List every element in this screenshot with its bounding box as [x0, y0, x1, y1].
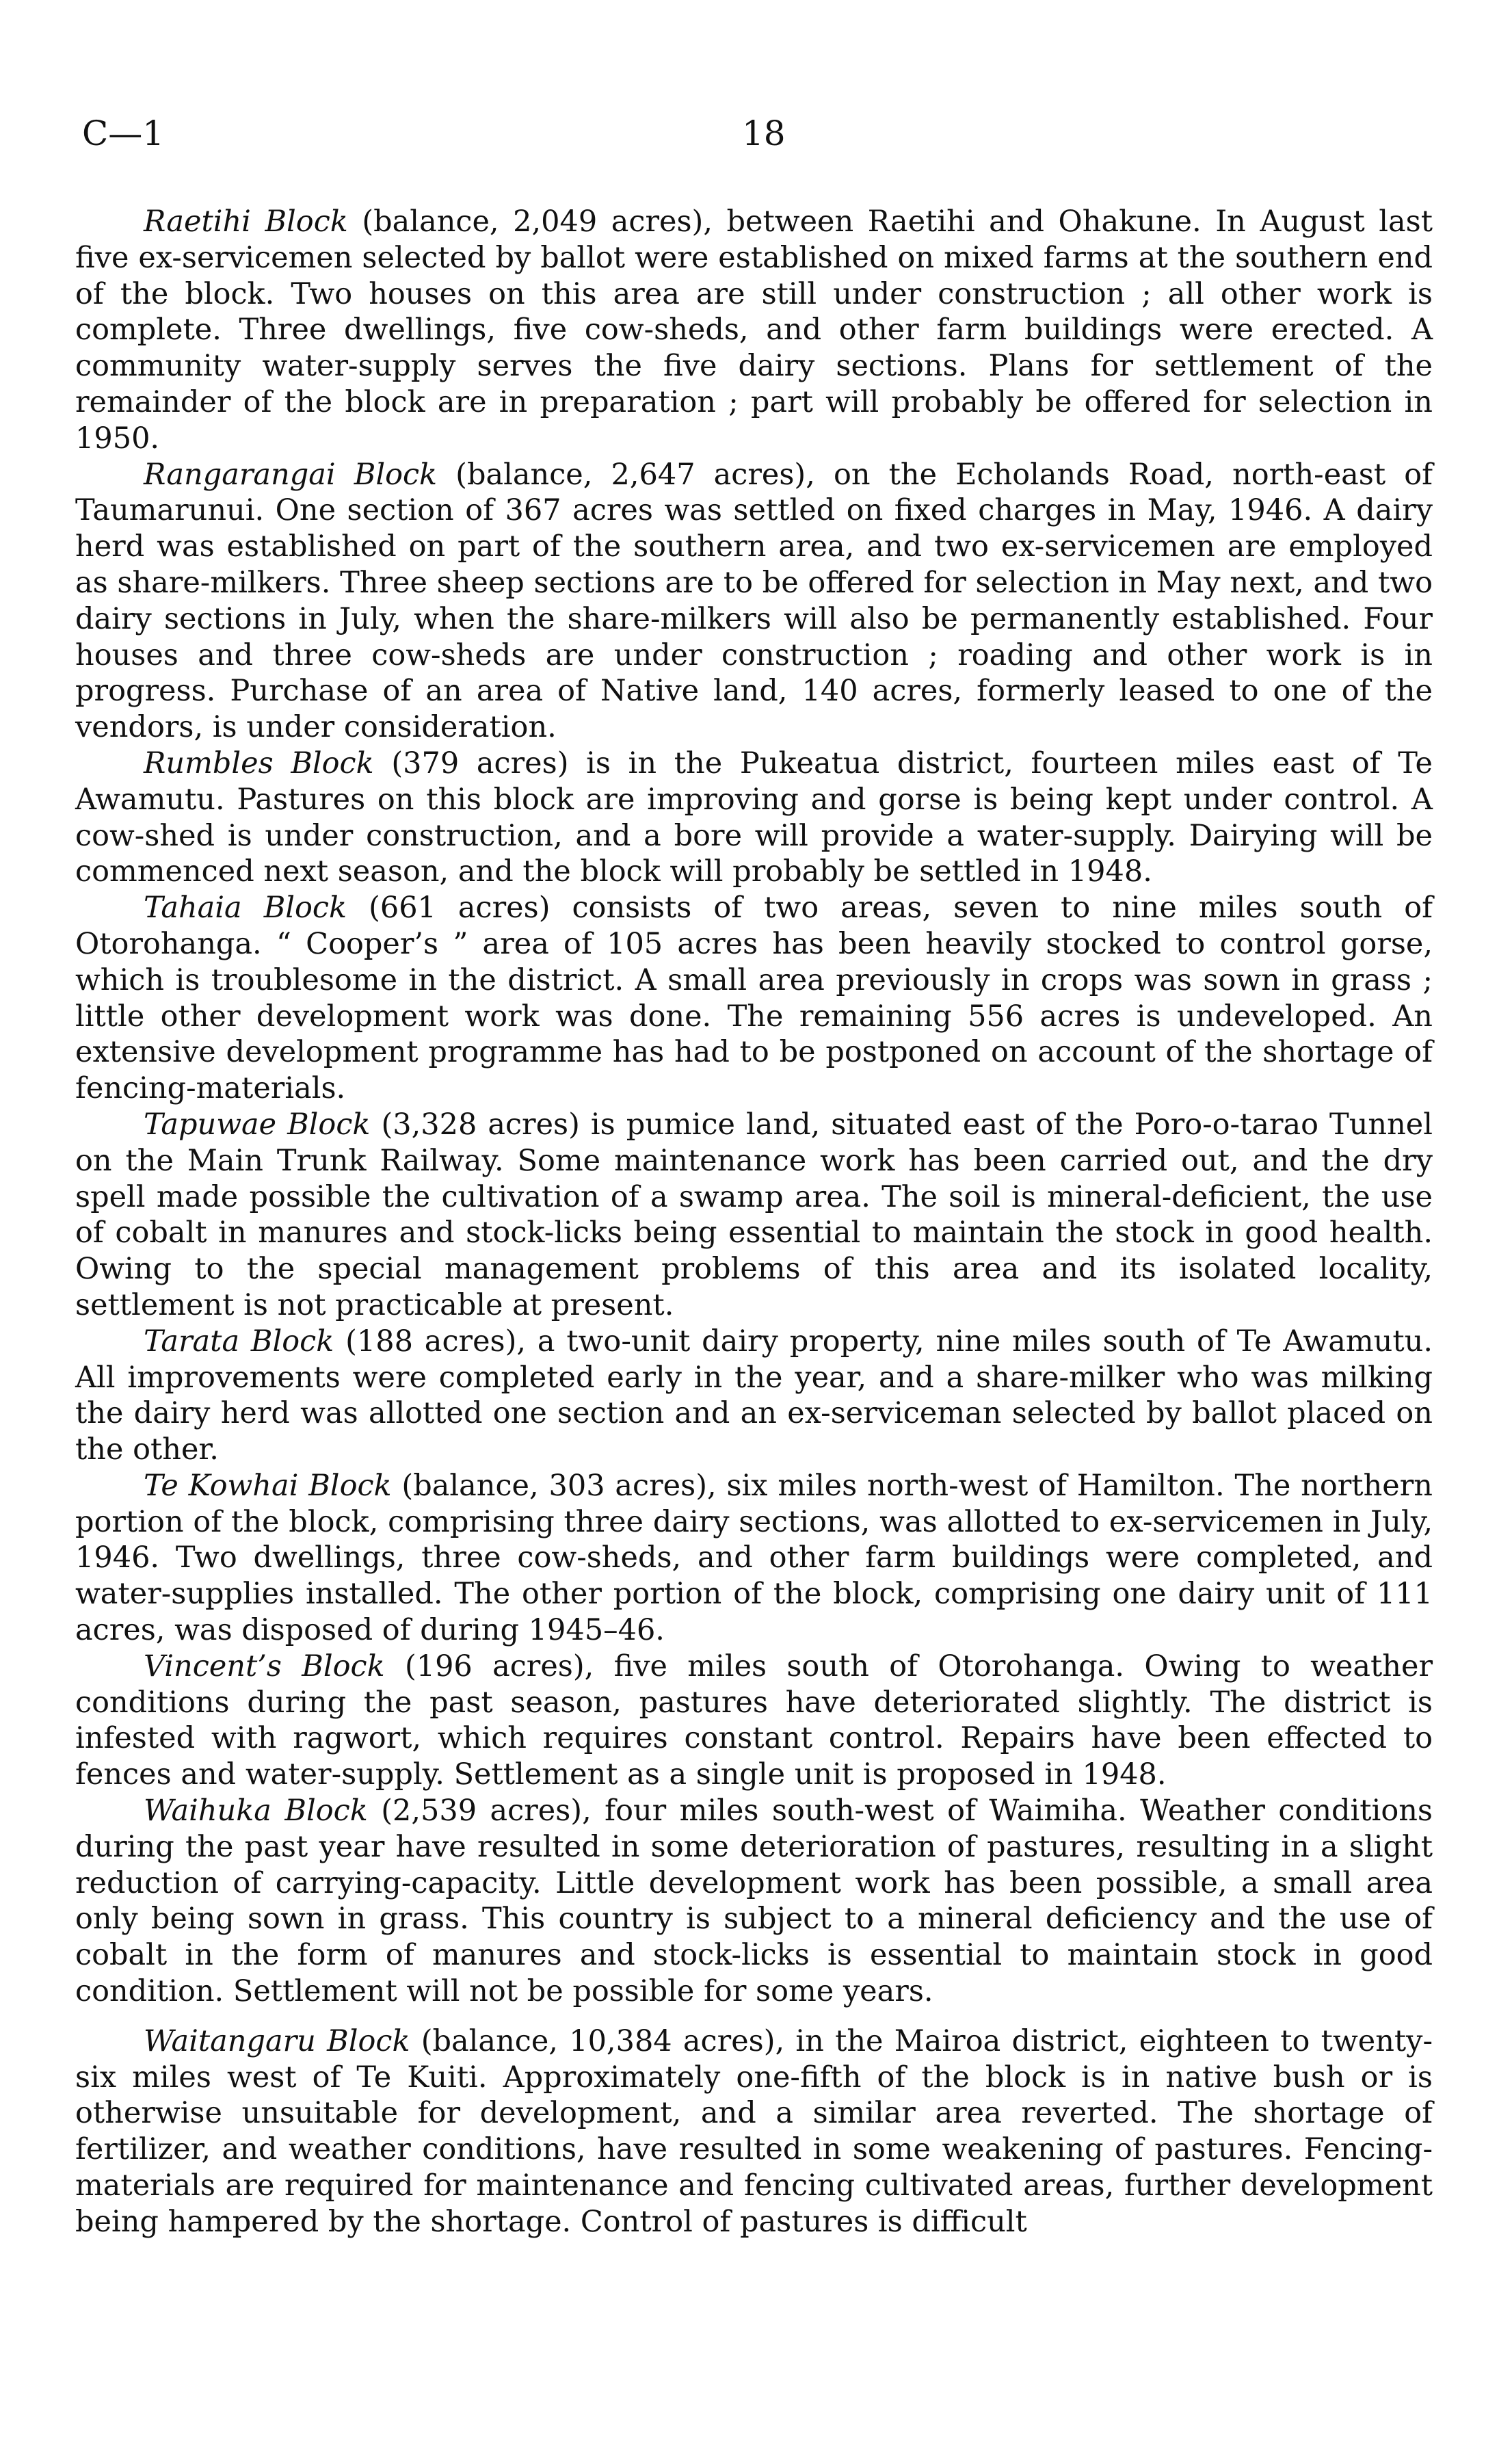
- paragraph-text: (balance, 2,647 acres), on the Echolands Road, north-east of Taumarunui. One section of 367 acres was settled on fixed charges in May, 1946. A dairy herd was established on part of the southern area, and two ex-servicemen are employed as share-milkers. Three sheep sections are to be offered for selection in May next, and two dairy sections in July, when the share-milkers will also be permanently established. Four houses and three cow-sheds are under construction ; roading and other work is in progress. Purchase of an area of Native land, 140 acres, formerly leased to one of the vendors, is under consideration.: [75, 457, 1433, 745]
- paragraph-rumbles-block: [75, 746, 1433, 890]
- paragraph-text: (188 acres), a two-unit dairy property, nine miles south of Te Awamutu. All improvements were completed early in the year, and a share-milker who was milking the dairy herd was allotted one section and an ex-serviceman selected by ballot placed on the other.: [75, 1324, 1433, 1467]
- block-name: Raetihi Block: [144, 205, 348, 239]
- block-name: Vincent’s Block: [144, 1649, 385, 1683]
- paragraph-rangarangai-block: [75, 457, 1433, 746]
- paragraph-vincents-block: [75, 1649, 1433, 1793]
- page-number: 18: [742, 114, 786, 153]
- paragraph-text: (196 acres), five miles south of Otorohanga. Owing to weather conditions during the past season, pastures have deteriorated slightly. The district is infested with ragwort, which requires constant control. Repairs have been effected to fences and water-supply. Settlement as a single unit is proposed in 1948.: [75, 1649, 1433, 1792]
- block-name: Tapuwae Block: [144, 1107, 371, 1142]
- paragraph-tahaia-block: [75, 890, 1433, 1107]
- paragraph-text: (3,328 acres) is pumice land, situated east of the Poro-o-tarao Tunnel on the Main Trunk Railway. Some maintenance work has been carried out, and the dry spell made possible the cultivation of a swamp area. The soil is mineral-deficient, the use of cobalt in manures and stock-licks being essential to maintain the stock in good health. Owing to the special management problems of this area and its isolated locality, settlement is not practicable at present.: [75, 1107, 1433, 1322]
- paragraph-text: (379 acres) is in the Pukeatua district, fourteen miles east of Te Awamutu. Pastures on this block are improving and gorse is being kept under control. A cow-shed is under construction, and a bore will provide a water-supply. Dairying will be commenced next season, and the block will probably be settled in 1948.: [75, 746, 1433, 889]
- block-name: Tahaia Block: [144, 891, 347, 926]
- document-code: C—1: [82, 114, 165, 153]
- paragraph-tapuwae-block: [75, 1107, 1433, 1324]
- body-text: [75, 204, 1433, 2240]
- paragraph-text: (balance, 303 acres), six miles north-west of Hamilton. The northern portion of the block, comprising three dairy sections, was allotted to ex-servicemen in July, 1946. Two dwellings, three cow-sheds, and other farm buildings were completed, and water-supplies installed. The other portion of the block, comprising one dairy unit of 111 acres, was disposed of during 1945–46.: [75, 1468, 1433, 1648]
- paragraph-text: (2,539 acres), four miles south-west of Waimiha. Weather conditions during the past year have resulted in some deterioration of pastures, resulting in a slight reduction of carrying-capacity. Little development work has been possible, a small area only being sown in grass. This country is subject to a mineral deficiency and the use of cobalt in the form of manures and stock-licks is essential to maintain stock in good condition. Settlement will not be possible for some years.: [75, 1794, 1433, 2009]
- paragraph-raetihi-block: [75, 204, 1433, 457]
- paragraph-text: (661 acres) consists of two areas, seven to nine miles south of Otorohanga. “ Cooper’s ” area of 105 acres has been heavily stocked to control gorse, which is troublesome in the district. A small area previously in crops was sown in grass ; little other development work was done. The remaining 556 acres is undeveloped. An extensive development programme has had to be postponed on account of the shortage of fencing-materials.: [75, 891, 1433, 1106]
- block-name: Waihuka Block: [144, 1794, 368, 1829]
- block-name: Tarata Block: [144, 1324, 334, 1359]
- block-name: Rangarangai Block: [144, 457, 438, 492]
- paragraph-te-kowhai-block: [75, 1468, 1433, 1649]
- paragraph-waitangaru-block: [75, 2023, 1433, 2240]
- paragraph-tarata-block: [75, 1324, 1433, 1468]
- paragraph-text: (balance, 2,049 acres), between Raetihi and Ohakune. In August last five ex-servicemen selected by ballot were established on mixed farms at the southern end of the block. Two houses on this area are still under construction ; all other work is complete. Three dwellings, five cow-sheds, and other farm buildings were erected. A community water-supply serves the five dairy sections. Plans for settlement of the remainder of the block are in preparation ; part will probably be offered for selection in 1950.: [75, 205, 1433, 456]
- block-name: Te Kowhai Block: [144, 1468, 392, 1503]
- block-name: Waitangaru Block: [144, 2023, 410, 2058]
- paragraph-waihuka-block: [75, 1793, 1433, 2010]
- paragraph-text: (balance, 10,384 acres), in the Mairoa district, eighteen to twenty-six miles west of Te Kuiti. Approximately one-fifth of the block is in native bush or is otherwise unsuitable for development, and a similar area reverted. The shortage of fertilizer, and weather conditions, have resulted in some weakening of pastures. Fencing-materials are required for maintenance and fencing cultivated areas, further development being hampered by the shortage. Control of pastures is difficult: [75, 2023, 1433, 2239]
- block-name: Rumbles Block: [144, 746, 374, 781]
